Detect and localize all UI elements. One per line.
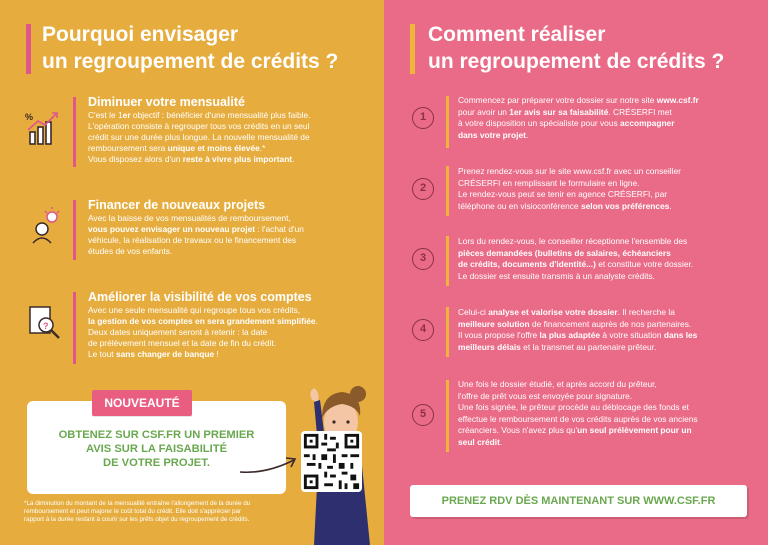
text-line: téléphone ou en visioconférence selon vos préférences. [458, 200, 672, 211]
text-line: pièces demandées (bulletins de salaires, échéanciers [458, 247, 671, 258]
svg-text:?: ? [43, 321, 49, 331]
text-line: meilleurs délais et la transmet au partenaire prêteur. [458, 341, 657, 352]
section-3-bar [73, 292, 76, 364]
text-line: CRÉSERFI en remplissant le formulaire en ligne. [458, 177, 640, 188]
section-1-body [88, 110, 311, 165]
text-line: Vous disposez alors d'un reste à vivre plus important. [88, 154, 295, 164]
section-1-title: Diminuer votre mensualité [88, 95, 245, 109]
text-line: Avec une seule mensualité qui regroupe tous vos crédits, [88, 305, 301, 315]
text-line: effectue le remboursement de vos crédits auprès de vos anciens [458, 413, 698, 424]
text-line: Il vous propose l'offre la plus adaptée à votre situation dans les [458, 330, 698, 340]
step-5-text [458, 379, 698, 448]
section-2-title: Financer de nouveaux projets [88, 198, 266, 212]
right-heading-bar [410, 24, 415, 74]
left-heading-bar [26, 24, 31, 74]
text-line: vous pouvez envisager un nouveau projet : l'achat d'un [88, 224, 304, 234]
text-line: Deux dates uniquement seront à retenir : la date [88, 327, 268, 337]
text-line: meilleure solution de financement auprès de nos partenaires. [458, 318, 692, 329]
step-3-number: 3 [412, 248, 434, 270]
text-line: Le dossier est ensuite transmis à un analyste crédits. [458, 270, 655, 281]
text-line: créanciers. Vous n'avez plus qu'un seul prélèvement pour un [458, 425, 692, 435]
section-2-body [88, 213, 304, 257]
section-1-bar [73, 97, 76, 167]
text-line: Le rendez-vous peut se tenir en agence CRÉSERFI, par [458, 189, 668, 199]
cta-book-appointment-button[interactable]: PRENEZ RDV DÈS MAINTENANT SUR WWW.CSF.FR [410, 485, 747, 517]
text-line: véhicule, la réalisation de travaux ou le financement des [88, 235, 297, 245]
step-2-text [458, 166, 681, 212]
lightbulb-person-icon [24, 205, 64, 245]
text-line: l'offre de prêt vous est envoyée pour signature. [458, 390, 633, 401]
step-5-number: 5 [412, 404, 434, 426]
text-line: remboursement sera unique et moins élevée.* [88, 143, 266, 153]
step-1-text [458, 95, 699, 141]
step-4-bar [446, 307, 449, 357]
step-5-bar [446, 380, 449, 452]
section-3-title: Améliorer la visibilité de vos comptes [88, 290, 312, 304]
step-1-bar [446, 96, 449, 148]
left-heading: Pourquoi envisager un regroupement de crédits ? [42, 23, 339, 73]
text-line: Celui-ci analyse et valorise votre dossier. Il recherche la [458, 307, 675, 317]
step-4-text [458, 307, 697, 353]
magnifier-document-icon [24, 303, 64, 343]
nouveaute-text: OBTENEZ SUR CSF.FR UN PREMIER AVIS SUR LA FAISABILITÉ DE VOTRE PROJET. [58, 429, 255, 469]
text-line: seul crédit. [458, 436, 503, 447]
text-line: Commencez par préparer votre dossier sur notre site www.csf.fr [458, 95, 699, 105]
text-line: la gestion de vos comptes en sera grandement simplifiée. [88, 316, 318, 326]
text-line: Une fois le dossier étudié, et après accord du prêteur, [458, 379, 657, 389]
step-2-number: 2 [412, 178, 434, 200]
step-2-bar [446, 166, 449, 216]
text-line: Prenez rendez-vous sur le site www.csf.fr avec un conseiller [458, 166, 681, 176]
text-line: Une fois signée, le prêteur procède au déblocage des fonds et [458, 402, 689, 412]
chart-percent-icon [24, 108, 64, 148]
text-line: Avec la baisse de vos mensualités de remboursement, [88, 213, 291, 223]
text-line: Le tout sans changer de banque ! [88, 349, 219, 359]
text-line: C'est le 1er objectif : bénéficier d'une mensualité plus faible. [88, 110, 311, 120]
section-3-body [88, 305, 318, 360]
svg-text:%: % [25, 112, 34, 122]
right-heading: Comment réaliser un regroupement de crédits ? [428, 23, 725, 73]
text-line: crédit sur une durée plus longue. La nouvelle mensualité de [88, 132, 310, 142]
text-line: pour avoir un 1er avis sur sa faisabilité. CRÉSERFI met [458, 106, 672, 117]
text-line: Lors du rendez-vous, le conseiller réceptionne l'ensemble des [458, 236, 688, 246]
text-line: à votre disposition un spécialiste pour vous accompagner [458, 118, 675, 128]
text-line: dans votre projet. [458, 129, 529, 140]
step-3-text [458, 236, 693, 282]
step-1-number: 1 [412, 107, 434, 129]
qr-code-icon[interactable] [301, 431, 362, 492]
arrow-icon [236, 448, 302, 478]
text-line: de prélèvement mensuel et la date de fin du crédit. [88, 338, 277, 348]
section-2-bar [73, 200, 76, 260]
text-line: études de vos enfants. [88, 246, 173, 256]
footnote: *La diminution du montant de la mensualité entraîne l'allongement de la durée du remboursement et peut majorer le coût total du crédit. Elle doit s'apprécier par rapport à la durée restant à courir sur les prêts objet du regroupement de crédits. [24, 500, 251, 523]
nouveaute-badge: NOUVEAUTÉ [92, 390, 192, 416]
text-line: de crédits, documents d'identité...) et constitue votre dossier. [458, 259, 694, 269]
step-3-bar [446, 236, 449, 286]
step-4-number: 4 [412, 319, 434, 341]
text-line: L'opération consiste à regrouper tous vos crédits en un seul [88, 121, 310, 131]
